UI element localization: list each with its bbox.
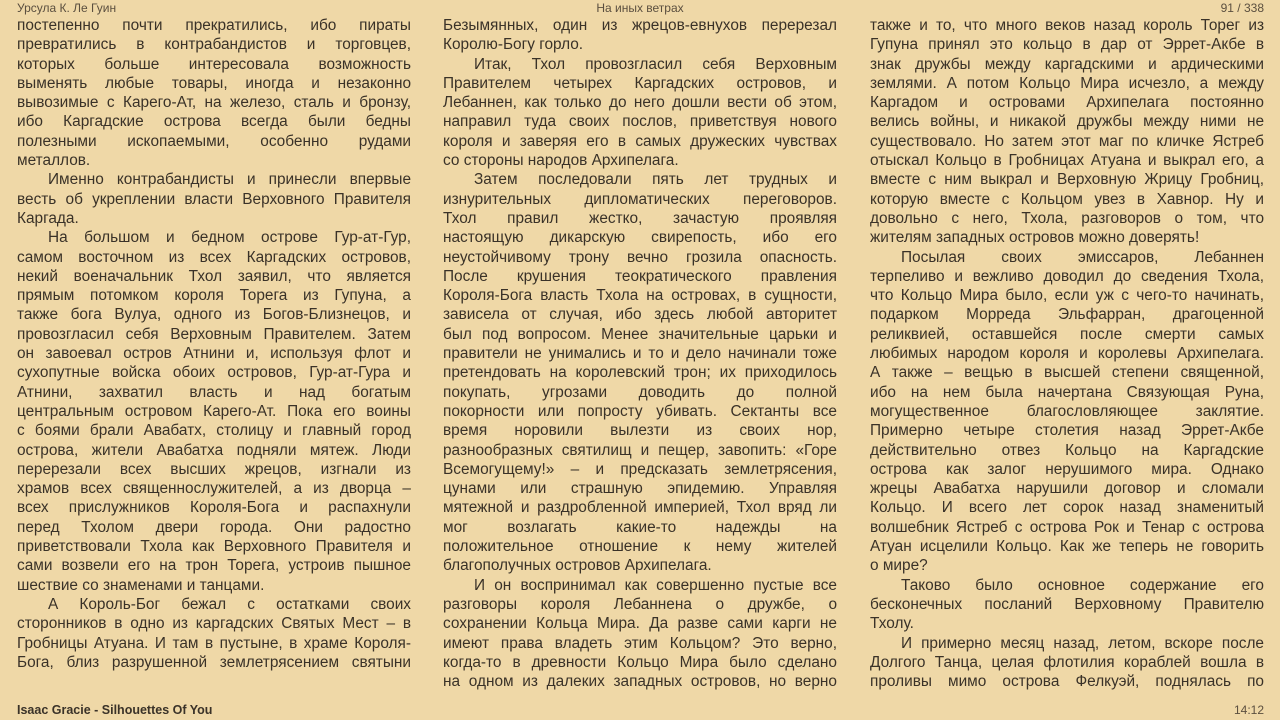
text-line: сохранении Кольца Мира. Да разве сами карги не [443,615,837,633]
text-line: Тхолу. [870,615,914,633]
text-column-2[interactable] [443,16,837,691]
text-line: Королю-Богу горло. [443,36,584,54]
text-line: что Кольцо Мира было, если уж с чего-то начинать, [870,287,1264,305]
text-line: покорности или попросту убивать. Сектанты все [443,402,837,420]
text-line: терпеливо и вежливо доводил до сведения Тхола, [870,267,1264,285]
text-line: разнообразных святилищ и пещер, завопить: «Горе [443,441,837,459]
text-line: Затем последовали пять лет трудных и [474,171,837,189]
text-line: землями. А потом Кольцо Мира исчезло, а между [870,74,1264,92]
text-line: существовало. Но затем этот маг по кличке Ястреб [870,132,1264,150]
text-line: которых больше интересовала возможность [17,55,411,73]
text-line: острова, жители Авабатха подняли мятеж. Люди [17,441,411,459]
text-line: Всемогущему!» – и предсказать землетрясения, [443,460,837,478]
text-line: сухопутные войска обоих островов, Гур-ат-Гура и [17,364,411,382]
text-line: мятежной и раздробленной империей, Тхол вряд ли [443,499,837,517]
text-line: Примерно четыре столетия назад Эррет-Акбе [870,422,1264,440]
text-line: шествие со знаменами и танцами. [17,576,265,594]
text-line: весть об укреплении власти Верховного Правителя [17,190,411,208]
text-line: мог возлагать какие-то надежды на [443,518,837,536]
text-line: Атуан исцелили Кольцо. Как же теперь не говорить [870,538,1264,556]
text-line: Именно контрабандисты и принесли впервые [48,171,411,189]
text-line: храмов всех священнослужителей, а из дворца – [17,480,411,498]
text-line: ибо на нем была начертана Связующая Руна, [870,383,1264,401]
text-line: благополучных островов Архипелага. [443,557,712,575]
text-line: которую вместе с Кольцом увез в Хавнор. Ну и [870,190,1264,208]
text-line: перед Тхолом двери города. Они радостно [17,518,411,536]
text-line: самом восточном из всех Каргадских островов, [17,248,411,266]
text-line: покупать, угрозами доводить до полной [443,383,837,401]
text-line: когда-то в древности Кольцо Мира было сделано [443,653,837,671]
text-line: провозгласил себя Верховным Правителем. Затем [17,325,411,343]
text-line: полезными ископаемыми, особенно рудами [17,132,411,150]
text-line: Итак, Тхол провозгласил себя Верховным [474,55,837,73]
text-line: Безымянных, один из жрецов-евнухов перерезал [443,17,837,34]
text-line: приветствовали Тхола как Верховного Правителя и [17,538,411,556]
text-line: острова как залог нерушимого мира. Однако [870,460,1264,478]
text-line: Тхол правил жестко, зачастую проявляя [443,209,837,227]
text-line: центральным островом Карего-Ат. Пока его воины [17,402,411,420]
text-line: постепенно почти прекратились, ибо пираты [17,17,411,34]
text-line: правители не унимались и то и дело начинали тоже [443,345,837,363]
text-line: вместе с ним выкрал и Верховную Жрицу Гробниц, [870,171,1264,189]
text-line: На большом и бедном острове Гур-ат-Гур, [48,229,411,247]
text-line: жрецы Авабатха нарушили договор и сломали [870,480,1264,498]
text-line: со стороны народов Архипелага. [443,152,679,170]
text-line: также бога Вулуа, одного из Богов-Близнецов, и [17,306,411,324]
text-line: отыскал Кольцо в Гробницах Атуана и выкрал его, а [870,152,1264,170]
text-line: А также – вещью в высшей степени священной, [870,364,1264,382]
text-line: о мире? [870,557,928,575]
text-line: перерезали всех высших жрецов, изгнали из [17,460,411,478]
text-line: Каргадом и островами Архипелага постоянно [870,94,1264,112]
text-line: был под вопросом. Менее значительные царьки и [443,325,837,343]
text-line: довольно с него, Тхола, разговоров о том, что [870,209,1264,227]
text-line: проливы мимо острова Фелкуэй, поднялась по [870,673,1264,691]
text-line: зависела от случая, ибо здесь любой авторитет [443,306,837,324]
text-line: И примерно месяц назад, летом, вскоре после [901,634,1264,652]
now-playing-track: Isaac Gracie - Silhouettes Of You [17,703,213,717]
text-line: цунами или страшную эпидемию. Управляя [443,480,837,498]
text-line: Короля-Бога власть Тхола на островах, в сущности, [443,287,837,305]
text-line: с боями брали Авабатх, столицу и главный город [17,422,411,440]
text-line: претендовать на королевский трон; их приходилось [443,364,837,382]
text-line: на одном из далеких западных островов, но верно [443,673,837,691]
text-line: Бога, близ разрушенной землетрясением святыни [17,653,411,671]
text-line: Лебаннен, как только до него дошли вести об этом, [443,94,837,112]
text-line: неустойчивому трону вечно грозила опасность. [443,248,837,266]
text-line: прямым потомком короля Торега из Гупуна, а [17,287,411,305]
text-line: настоящую дикарскую свирепость, ибо его [443,229,837,247]
text-line: короля и заверяя его в самых дружеских чувствах [443,132,837,150]
text-line: реликвией, оставшейся после смерти самых [870,325,1264,343]
text-line: выменять любые товары, иногда и незаконно [17,74,411,92]
text-line: знак дружбы между каргадскими и ардическими [870,55,1264,73]
text-line: подарком Морреда Эльфарран, драгоценной [870,306,1264,324]
text-line: сами возвели его на трон Торега, устроив пышное [17,557,411,575]
text-line: имеют права владеть этим Кольцом? Это верно, [443,634,837,652]
text-line: могущественное благословляющее заклятие. [870,402,1264,420]
book-title: На иных ветрах [596,1,684,15]
text-line: время норовили вылезти из своих нор, [443,422,837,440]
text-line: волшебник Ястреб с острова Рок и Тенар с острова [870,518,1264,536]
text-line: некий военачальник Тхол заявил, что является [17,267,411,285]
text-line: изнурительных дипломатических переговоров. [443,190,837,208]
text-line: жителям западных островов можно доверять! [870,229,1200,247]
text-line: Гупуна принял это кольцо в дар от Эррет-Акбе в [870,36,1264,54]
book-author: Урсула К. Ле Гуин [17,1,117,15]
text-line: также и то, что много веков назад король Торег из [870,17,1264,34]
text-line: металлов. [17,152,91,170]
clock: 14:12 [1233,703,1264,717]
text-line: А Король-Бог бежал с остатками своих [48,595,411,613]
text-line: Правителем четырех Каргадских островов, и [443,74,837,92]
text-line: бесконечных посланий Верховному Правителю [870,595,1264,613]
text-line: Посылая своих эмиссаров, Лебаннен [901,248,1264,266]
text-line: Кольцо. И всего лет сорок назад знаменитый [870,499,1264,517]
text-line: Атнини, захватил власть и над богатым [17,383,411,401]
text-column-1[interactable] [17,16,411,672]
text-line: Долгого Танца, целая флотилия кораблей вошла в [870,653,1264,671]
text-line: направил туда своих послов, приветствуя нового [443,113,837,131]
text-line: велись войны, и никакой дружбы между ними не [870,113,1264,131]
text-line: И он воспринимал как совершенно пустые все [474,576,837,594]
text-line: После крушения теократического правления [443,267,837,285]
text-line: разговоры короля Лебаннена о дружбе, о [443,595,837,613]
text-column-3[interactable] [870,16,1264,691]
page-indicator: 91 / 338 [1220,1,1264,15]
text-line: положительное отношение к нему жителей [443,538,837,556]
text-line: он завоевал остров Атнини и, используя флот и [17,345,411,363]
text-line: сторонников в одно из каргадских Святых Мест – в [17,615,411,633]
text-line: Каргада. [17,209,79,227]
text-line: Таково было основное содержание его [901,576,1264,594]
text-line: превратились в контрабандистов и торговцев, [17,36,411,54]
text-line: всех прислужников Короля-Бога и распахнули [17,499,411,517]
text-line: любимых народом короля и королевы Архипелага. [870,345,1264,363]
text-line: ибо Каргадские острова всегда были бедны [17,113,411,131]
text-line: Гробницы Атуана. И там в пустыне, в храме Короля- [17,634,411,652]
text-line: действительно отвез Кольцо на Каргадские [870,441,1264,459]
text-line: вывозимые с Карего-Ат, на железо, сталь и бронзу, [17,94,411,112]
